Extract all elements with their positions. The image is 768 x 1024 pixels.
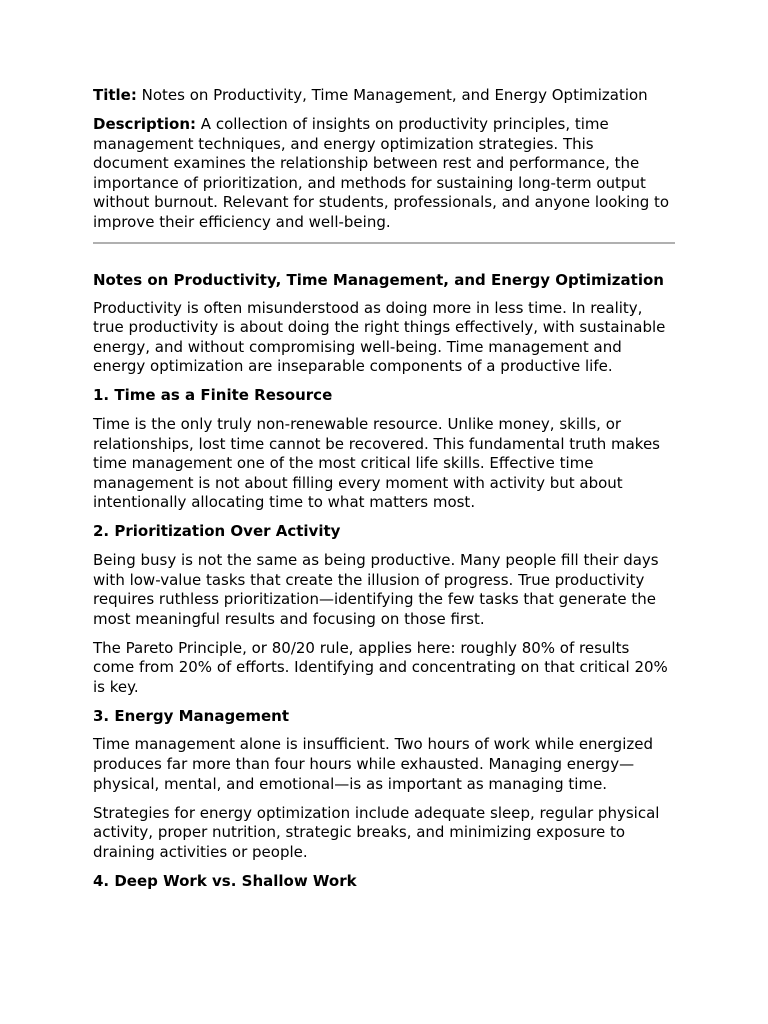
document-title-line (93, 86, 683, 106)
section-heading-energy-management: 3. Energy Management (93, 706, 290, 725)
document-heading: Notes on Productivity, Time Management, and Energy Optimization (93, 271, 664, 289)
section-paragraph: Strategies for energy optimization include adequate sleep, regular physical activity, proper nutrition, strategic breaks, and minimizing exposure to draining activities or people. (93, 803, 660, 861)
section-paragraph: Time is the only truly non-renewable resource. Unlike money, skills, or relationships, lost time cannot be recovered. This fundamental truth makes time management one of the most critical life skills. Effective time management is not about filling every moment with activity but about intentionally allocating time to what matters most. (93, 414, 660, 512)
document-body (93, 271, 673, 900)
intro-paragraph: Productivity is often misunderstood as doing more in less time. In reality, true productivity is about doing the right things effectively, with sustainable energy, and without compromising well-being. Time management and energy optimization are inseparable components of a productive life. (93, 298, 666, 376)
description-value: A collection of insights on productivity principles, time management techniques, and energy optimization strategies. This document examines the relationship between rest and performance, the importance of prioritization, and methods for sustaining long-term output without burnout. Relevant for students, professionals, and anyone looking to improve their efficiency and well-being. (93, 115, 670, 231)
title-value: Notes on Productivity, Time Management, and Energy Optimization (141, 86, 648, 104)
divider (93, 242, 675, 244)
section-paragraph: Being busy is not the same as being productive. Many people fill their days with low-value tasks that create the illusion of progress. True productivity requires ruthless prioritization—identifying the few tasks that generate the most meaningful results and focusing on those first. (93, 550, 659, 628)
title-label: Title: (93, 86, 137, 104)
section-heading-time-finite: 1. Time as a Finite Resource (93, 386, 333, 405)
section-heading-deep-work: 4. Deep Work vs. Shallow Work (93, 871, 357, 890)
section-heading-prioritization: 2. Prioritization Over Activity (93, 522, 341, 541)
section-paragraph: Time management alone is insufficient. Two hours of work while energized produces far more than four hours while exhausted. Managing energy—physical, mental, and emotional—is as important as managing time. (93, 735, 653, 793)
document-description (93, 115, 673, 233)
section-paragraph: The Pareto Principle, or 80/20 rule, applies here: roughly 80% of results come from 20% of efforts. Identifying and concentrating on that critical 20% is key. (93, 638, 668, 696)
description-label: Description: (93, 115, 197, 133)
